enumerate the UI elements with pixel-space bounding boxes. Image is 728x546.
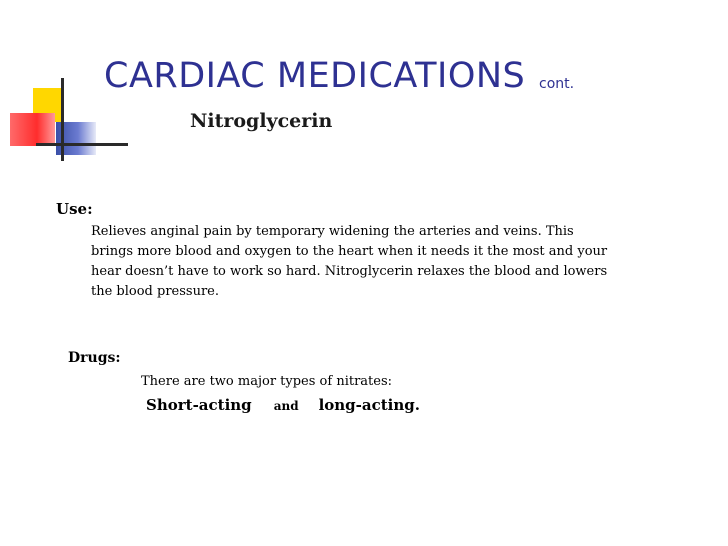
nitrate-conjunction: and [273, 399, 299, 413]
drugs-heading: Drugs: [68, 350, 121, 366]
logo-horizontal-line [36, 143, 128, 146]
slide-title: CARDIAC MEDICATIONS [104, 56, 526, 96]
nitrate-types [146, 395, 420, 414]
title-continued-label: cont. [539, 76, 575, 92]
use-heading: Use: [56, 200, 93, 218]
logo-vertical-line [61, 78, 64, 161]
nitrate-type-long: long-acting. [318, 396, 420, 414]
drugs-intro: There are two major types of nitrates: [141, 374, 393, 389]
slide-subtitle: Nitroglycerin [190, 110, 333, 132]
nitrate-type-short: Short-acting [146, 396, 252, 414]
logo-red-square [10, 113, 55, 146]
use-description: Relieves anginal pain by temporary widening the arteries and veins. This brings more blood and oxygen to the heart when it needs it the most and your hear doesn’t have to work so hard. Nitroglycerin relaxes the blood and lowers the blood pressure. [91, 224, 608, 299]
